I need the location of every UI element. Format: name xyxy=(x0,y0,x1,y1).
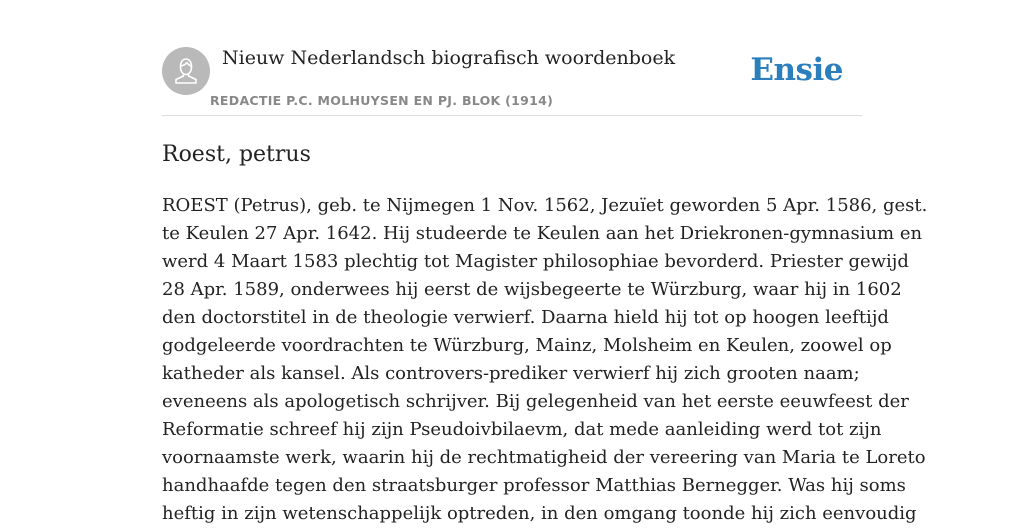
entry-line: heftig in zijn wetenschappelijk optreden, in den omgang toonde hij zich eenvoudig xyxy=(162,503,917,524)
entry-line: te Keulen 27 Apr. 1642. Hij studeerde te Keulen aan het Driekronen-gymnasium en xyxy=(162,223,923,244)
entry-line: werd 4 Maart 1583 plechtig tot Magister philosophiae bevorderd. Priester gewijd xyxy=(162,251,909,272)
entry-line: voornaamste werk, waarin hij de rechtmatigheid der vereering van Maria te Loreto xyxy=(162,447,926,468)
source-title[interactable]: Nieuw Nederlandsch biografisch woordenboek xyxy=(222,47,676,69)
entry-title: Roest, petrus xyxy=(162,142,311,167)
entry-body xyxy=(162,192,928,528)
entry-line: eveneens als apologetisch schrijver. Bij gelegenheid van het eerste eeuwfeest der xyxy=(162,391,909,412)
entry-line: ROEST (Petrus), geb. te Nijmegen 1 Nov. 1562, Jezuïet geworden 5 Apr. 1586, gest. xyxy=(162,195,928,216)
user-silhouette-icon-graphic xyxy=(162,47,210,95)
page xyxy=(162,0,928,524)
entry-line: 28 Apr. 1589, onderwees hij eerst de wijsbegeerte te Würzburg, waar hij in 1602 xyxy=(162,279,902,300)
entry-line: handhaafde tegen den straatsburger professor Matthias Bernegger. Was hij soms xyxy=(162,475,906,496)
user-silhouette-icon[interactable] xyxy=(162,47,210,95)
entry-line: katheder als kansel. Als controvers-prediker verwierf hij zich grooten naam; xyxy=(162,363,860,384)
source-header xyxy=(162,0,862,116)
entry-line: den doctorstitel in de theologie verwierf. Daarna hield hij tot op hoogen leeftijd xyxy=(162,307,889,328)
entry-line: godgeleerde voordrachten te Würzburg, Mainz, Molsheim en Keulen, zoowel op xyxy=(162,335,892,356)
brand-logo[interactable]: Ensie xyxy=(750,52,843,88)
entry-line: Reformatie schreef hij zijn Pseudoivbilaevm, dat mede aanleiding werd tot zijn xyxy=(162,419,882,440)
source-editors: REDACTIE P.C. MOLHUYSEN EN PJ. BLOK (1914) xyxy=(210,93,554,108)
